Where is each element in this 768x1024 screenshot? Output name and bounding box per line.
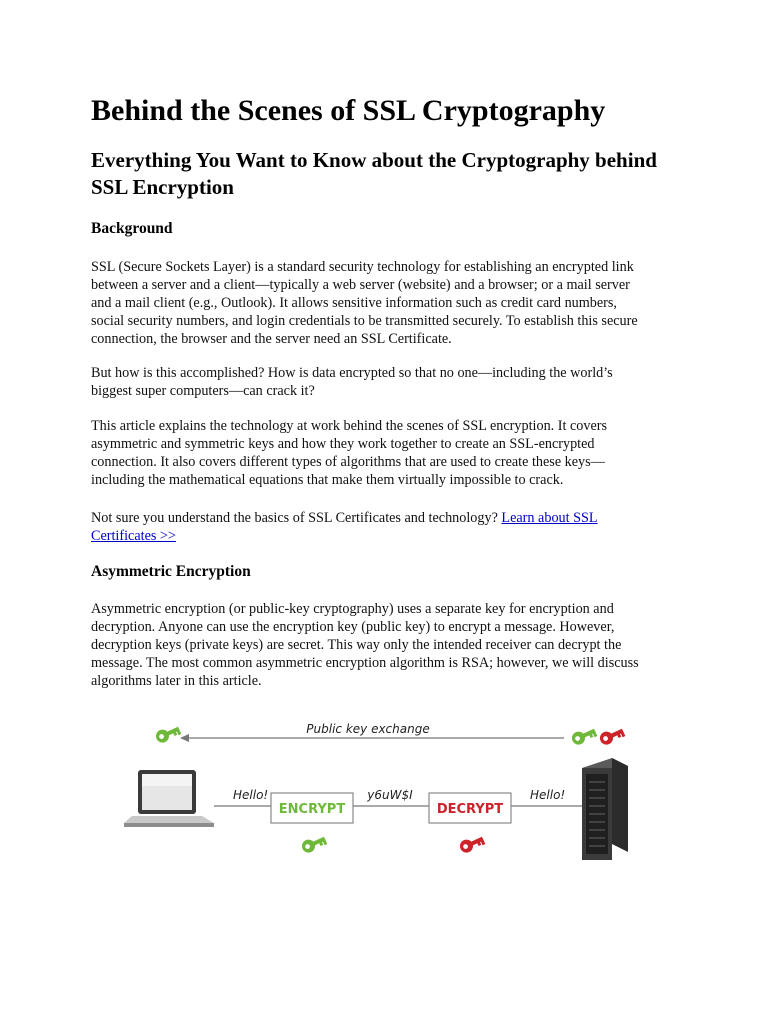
paragraph-basics — [91, 509, 651, 545]
exchange-arrowhead — [180, 734, 189, 742]
encrypt-label: ENCRYPT — [278, 802, 346, 817]
asymmetric-heading: Asymmetric Encryption — [91, 563, 251, 580]
hello-left-label: Hello! — [233, 788, 269, 802]
learn-about-ssl-link[interactable]: Learn about SSL Certificates >> — [91, 510, 598, 544]
page-subtitle: Everything You Want to Know about the Cryptography behind SSL Encryption — [91, 148, 657, 199]
decrypt-label: DECRYPT — [436, 802, 504, 817]
public-key-exchange-diagram — [118, 712, 638, 872]
public-key-icon — [300, 833, 328, 855]
exchange-label: Public key exchange — [306, 722, 430, 736]
paragraph-question: But how is this accomplished? How is data encrypted so that no one—including the world’s biggest super computers—can crack it? — [91, 365, 613, 399]
laptop-icon — [124, 770, 214, 827]
public-key-icon — [570, 725, 598, 747]
server-icon — [582, 758, 628, 860]
paragraph-intro: SSL (Secure Sockets Layer) is a standard security technology for establishing an encrypted link between a server and a client—typically a web server (website) and a browser; or a mail server and a mail client (e.g., Outlook). It allows sensitive information such as credit card numbers, social security numbers, and login credentials to be transmitted securely. To establish this secure connection, the browser and the server need an SSL Certificate. — [91, 259, 638, 347]
private-key-icon — [458, 833, 486, 855]
background-heading: Background — [91, 220, 173, 237]
paragraph-asymmetric: Asymmetric encryption (or public-key cryptography) uses a separate key for encryption and decryption. Anyone can use the encryption key (public key) to encrypt a message. However, decryption keys (private keys) are secret. This way only the intended receiver can decrypt the message. The most common asymmetric encryption algorithm is RSA; however, we will discuss algorithms later in this article. — [91, 601, 639, 689]
page-title: Behind the Scenes of SSL Cryptography — [91, 94, 606, 127]
paragraph-overview: This article explains the technology at work behind the scenes of SSL encryption. It covers asymmetric and symmetric keys and how they work together to create an SSL-encrypted connection. It also covers different types of algorithms that are used to create these keys—including the mathematical equations that make them virtually impossible to crack. — [91, 418, 607, 488]
public-key-icon — [154, 723, 182, 745]
hello-right-label: Hello! — [530, 788, 566, 802]
cipher-text-label: y6uW$I — [367, 788, 413, 802]
basics-text: Not sure you understand the basics of SSL Certificates and technology? — [91, 510, 502, 526]
private-key-icon — [598, 725, 626, 747]
